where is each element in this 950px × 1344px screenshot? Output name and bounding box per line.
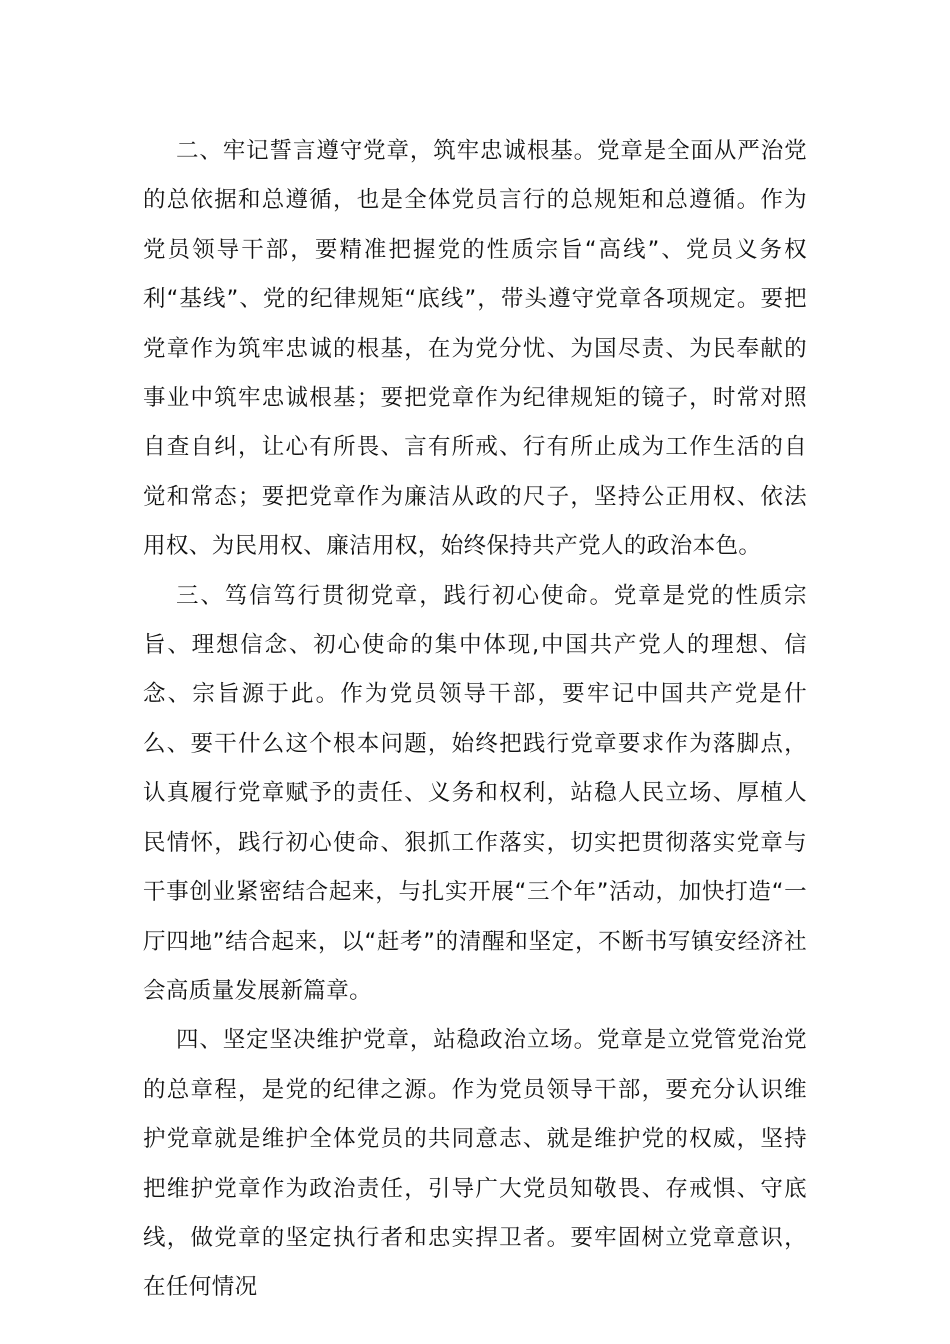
document-body xyxy=(143,127,807,1313)
paragraph-section-three: 三、笃信笃行贯彻党章，践行初心使命。党章是党的性质宗旨、理想信念、初心使命的集中体现,中国共产党人的理想、信念、宗旨源于此。作为党员领导干部，要牢记中国共产党是什么、要干什么这个根本问题，始终把践行党章要求作为落脚点，认真履行党章赋予的责任、义务和权利，站稳人民立场、厚植人民情怀，践行初心使命、狠抓工作落实，切实把贯彻落实党章与干事创业紧密结合起来，与扎实开展“三个年”活动，加快打造“一厅四地”结合起来，以“赶考”的清醒和坚定，不断书写镇安经济社会高质量发展新篇章。 xyxy=(143,582,807,1004)
paragraph-section-two: 二、牢记誓言遵守党章，筑牢忠诚根基。党章是全面从严治党的总依据和总遵循，也是全体党员言行的总规矩和总遵循。作为党员领导干部，要精准把握党的性质宗旨“高线”、党员义务权利“基线”、党的纪律规矩“底线”，带头遵守党章各项规定。要把党章作为筑牢忠诚的根基，在为党分忧、为国尽责、为民奉献的事业中筑牢忠诚根基；要把党章作为纪律规矩的镜子，时常对照自查自纠，让心有所畏、言有所戒、行有所止成为工作生活的自觉和常态；要把党章作为廉洁从政的尺子，坚持公正用权、依法用权、为民用权、廉洁用权，始终保持共产党人的政治本色。 xyxy=(143,138,807,560)
paragraph-section-four: 四、坚定坚决维护党章，站稳政治立场。党章是立党管党治党的总章程，是党的纪律之源。作为党员领导干部，要充分认识维护党章就是维护全体党员的共同意志、就是维护党的权威，坚持把维护党章作为政治责任，引导广大党员知敬畏、存戒惧、守底线，做党章的坚定执行者和忠实捍卫者。要牢固树立党章意识，在任何情况 xyxy=(143,1027,807,1301)
